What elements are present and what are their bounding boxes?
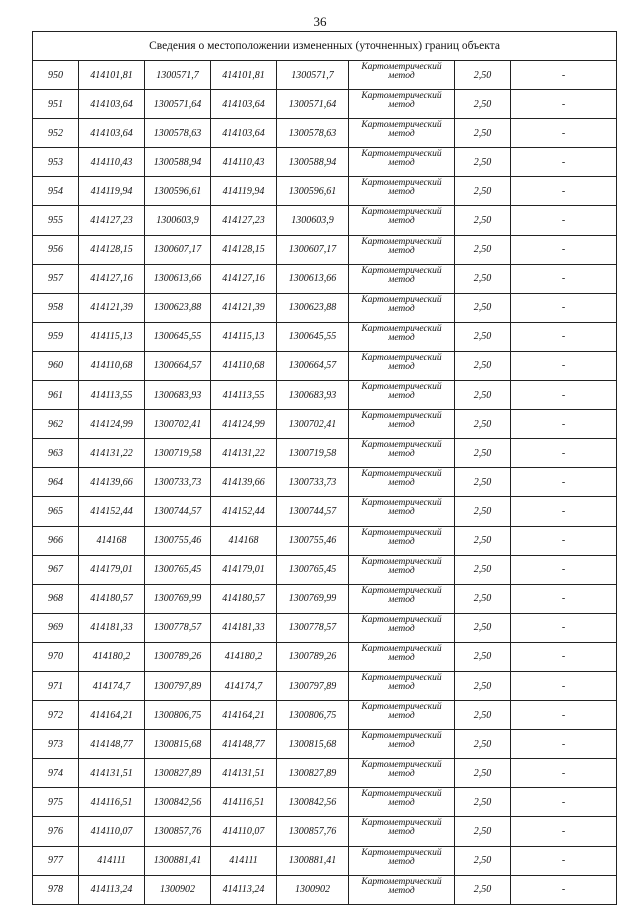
note-cell: - [511,875,617,904]
accuracy-cell: 2,50 [455,642,511,671]
existing-y-cell: 1300765,45 [145,555,211,584]
table-row [33,177,617,206]
refined-y-cell: 1300596,61 [277,177,349,206]
method-cell: Картометрический метод [349,497,455,526]
point-number-cell: 954 [33,177,79,206]
method-cell: Картометрический метод [349,730,455,759]
table-row [33,90,617,119]
refined-x-cell: 414131,51 [211,759,277,788]
refined-x-cell: 414152,44 [211,497,277,526]
method-cell: Картометрический метод [349,381,455,410]
point-number-cell: 972 [33,701,79,730]
table-row [33,671,617,700]
existing-y-cell: 1300827,89 [145,759,211,788]
table-row [33,730,617,759]
refined-y-cell: 1300789,26 [277,642,349,671]
point-number-cell: 971 [33,671,79,700]
table-row [33,322,617,351]
accuracy-cell: 2,50 [455,759,511,788]
refined-x-cell: 414115,13 [211,322,277,351]
existing-y-cell: 1300596,61 [145,177,211,206]
note-cell: - [511,264,617,293]
point-number-cell: 955 [33,206,79,235]
note-cell: - [511,642,617,671]
refined-x-cell: 414128,15 [211,235,277,264]
existing-x-cell: 414174,7 [79,671,145,700]
refined-x-cell: 414110,68 [211,351,277,380]
note-cell: - [511,759,617,788]
note-cell: - [511,177,617,206]
existing-y-cell: 1300571,7 [145,61,211,90]
existing-x-cell: 414110,07 [79,817,145,846]
existing-x-cell: 414124,99 [79,410,145,439]
note-cell: - [511,584,617,613]
refined-y-cell: 1300613,66 [277,264,349,293]
point-number-cell: 977 [33,846,79,875]
table-row [33,817,617,846]
existing-x-cell: 414113,24 [79,875,145,904]
note-cell: - [511,322,617,351]
method-cell: Картометрический метод [349,817,455,846]
existing-y-cell: 1300857,76 [145,817,211,846]
note-cell: - [511,148,617,177]
accuracy-cell: 2,50 [455,701,511,730]
existing-x-cell: 414148,77 [79,730,145,759]
existing-y-cell: 1300719,58 [145,439,211,468]
existing-y-cell: 1300902 [145,875,211,904]
point-number-cell: 956 [33,235,79,264]
refined-y-cell: 1300755,46 [277,526,349,555]
note-cell: - [511,526,617,555]
existing-y-cell: 1300744,57 [145,497,211,526]
existing-x-cell: 414131,22 [79,439,145,468]
existing-x-cell: 414116,51 [79,788,145,817]
refined-y-cell: 1300664,57 [277,351,349,380]
point-number-cell: 957 [33,264,79,293]
refined-x-cell: 414113,24 [211,875,277,904]
point-number-cell: 968 [33,584,79,613]
note-cell: - [511,613,617,642]
existing-y-cell: 1300755,46 [145,526,211,555]
existing-y-cell: 1300789,26 [145,642,211,671]
refined-y-cell: 1300902 [277,875,349,904]
accuracy-cell: 2,50 [455,817,511,846]
refined-y-cell: 1300827,89 [277,759,349,788]
table-row [33,555,617,584]
existing-y-cell: 1300769,99 [145,584,211,613]
existing-x-cell: 414101,81 [79,61,145,90]
method-cell: Картометрический метод [349,177,455,206]
table-row [33,235,617,264]
refined-x-cell: 414103,64 [211,90,277,119]
refined-y-cell: 1300733,73 [277,468,349,497]
table-title-row [33,32,617,61]
existing-y-cell: 1300571,64 [145,90,211,119]
refined-x-cell: 414127,23 [211,206,277,235]
note-cell: - [511,410,617,439]
accuracy-cell: 2,50 [455,410,511,439]
accuracy-cell: 2,50 [455,468,511,497]
note-cell: - [511,439,617,468]
existing-y-cell: 1300613,66 [145,264,211,293]
existing-x-cell: 414115,13 [79,322,145,351]
method-cell: Картометрический метод [349,90,455,119]
refined-y-cell: 1300778,57 [277,613,349,642]
point-number-cell: 974 [33,759,79,788]
method-cell: Картометрический метод [349,235,455,264]
refined-y-cell: 1300765,45 [277,555,349,584]
note-cell: - [511,381,617,410]
note-cell: - [511,555,617,584]
accuracy-cell: 2,50 [455,875,511,904]
refined-y-cell: 1300623,88 [277,293,349,322]
accuracy-cell: 2,50 [455,206,511,235]
existing-y-cell: 1300797,89 [145,671,211,700]
existing-x-cell: 414131,51 [79,759,145,788]
point-number-cell: 969 [33,613,79,642]
existing-y-cell: 1300778,57 [145,613,211,642]
accuracy-cell: 2,50 [455,381,511,410]
existing-y-cell: 1300607,17 [145,235,211,264]
method-cell: Картометрический метод [349,788,455,817]
refined-y-cell: 1300857,76 [277,817,349,846]
existing-y-cell: 1300645,55 [145,322,211,351]
table-row [33,61,617,90]
point-number-cell: 978 [33,875,79,904]
existing-x-cell: 414119,94 [79,177,145,206]
point-number-cell: 966 [33,526,79,555]
refined-x-cell: 414110,07 [211,817,277,846]
point-number-cell: 951 [33,90,79,119]
table-row [33,642,617,671]
existing-y-cell: 1300683,93 [145,381,211,410]
refined-x-cell: 414113,55 [211,381,277,410]
existing-x-cell: 414139,66 [79,468,145,497]
method-cell: Картометрический метод [349,846,455,875]
existing-x-cell: 414111 [79,846,145,875]
method-cell: Картометрический метод [349,701,455,730]
point-number-cell: 976 [33,817,79,846]
accuracy-cell: 2,50 [455,90,511,119]
point-number-cell: 960 [33,351,79,380]
refined-x-cell: 414174,7 [211,671,277,700]
refined-y-cell: 1300769,99 [277,584,349,613]
refined-y-cell: 1300702,41 [277,410,349,439]
point-number-cell: 965 [33,497,79,526]
point-number-cell: 964 [33,468,79,497]
existing-x-cell: 414103,64 [79,90,145,119]
method-cell: Картометрический метод [349,468,455,497]
refined-y-cell: 1300645,55 [277,322,349,351]
method-cell: Картометрический метод [349,439,455,468]
note-cell: - [511,817,617,846]
point-number-cell: 962 [33,410,79,439]
point-number-cell: 973 [33,730,79,759]
note-cell: - [511,206,617,235]
table-title: Сведения о местоположении измененных (уточненных) границ объекта [33,32,617,61]
accuracy-cell: 2,50 [455,671,511,700]
existing-y-cell: 1300842,56 [145,788,211,817]
existing-y-cell: 1300881,41 [145,846,211,875]
existing-x-cell: 414127,23 [79,206,145,235]
point-number-cell: 958 [33,293,79,322]
existing-x-cell: 414110,68 [79,351,145,380]
refined-y-cell: 1300744,57 [277,497,349,526]
table-row [33,497,617,526]
point-number-cell: 953 [33,148,79,177]
existing-x-cell: 414128,15 [79,235,145,264]
point-number-cell: 967 [33,555,79,584]
table-row [33,410,617,439]
refined-y-cell: 1300571,7 [277,61,349,90]
note-cell: - [511,351,617,380]
existing-y-cell: 1300806,75 [145,701,211,730]
note-cell: - [511,730,617,759]
method-cell: Картометрический метод [349,584,455,613]
note-cell: - [511,119,617,148]
note-cell: - [511,788,617,817]
page-number: 36 [313,14,327,29]
refined-y-cell: 1300815,68 [277,730,349,759]
refined-y-cell: 1300607,17 [277,235,349,264]
point-number-cell: 959 [33,322,79,351]
refined-x-cell: 414131,22 [211,439,277,468]
existing-x-cell: 414180,57 [79,584,145,613]
table-row [33,468,617,497]
accuracy-cell: 2,50 [455,235,511,264]
method-cell: Картометрический метод [349,410,455,439]
accuracy-cell: 2,50 [455,730,511,759]
table-row [33,526,617,555]
existing-x-cell: 414127,16 [79,264,145,293]
refined-x-cell: 414119,94 [211,177,277,206]
existing-x-cell: 414164,21 [79,701,145,730]
accuracy-cell: 2,50 [455,555,511,584]
accuracy-cell: 2,50 [455,293,511,322]
refined-x-cell: 414110,43 [211,148,277,177]
accuracy-cell: 2,50 [455,322,511,351]
accuracy-cell: 2,50 [455,148,511,177]
method-cell: Картометрический метод [349,613,455,642]
method-cell: Картометрический метод [349,351,455,380]
note-cell: - [511,846,617,875]
note-cell: - [511,61,617,90]
note-cell: - [511,235,617,264]
method-cell: Картометрический метод [349,293,455,322]
existing-y-cell: 1300815,68 [145,730,211,759]
point-number-cell: 975 [33,788,79,817]
refined-x-cell: 414111 [211,846,277,875]
accuracy-cell: 2,50 [455,846,511,875]
existing-y-cell: 1300733,73 [145,468,211,497]
refined-x-cell: 414148,77 [211,730,277,759]
boundary-points-table [32,31,617,905]
note-cell: - [511,293,617,322]
table-row [33,264,617,293]
method-cell: Картометрический метод [349,206,455,235]
refined-x-cell: 414164,21 [211,701,277,730]
point-number-cell: 952 [33,119,79,148]
existing-x-cell: 414179,01 [79,555,145,584]
accuracy-cell: 2,50 [455,264,511,293]
method-cell: Картометрический метод [349,875,455,904]
refined-x-cell: 414103,64 [211,119,277,148]
refined-y-cell: 1300797,89 [277,671,349,700]
method-cell: Картометрический метод [349,119,455,148]
note-cell: - [511,701,617,730]
existing-y-cell: 1300578,63 [145,119,211,148]
accuracy-cell: 2,50 [455,526,511,555]
existing-x-cell: 414168 [79,526,145,555]
accuracy-cell: 2,50 [455,61,511,90]
table-row [33,148,617,177]
point-number-cell: 950 [33,61,79,90]
refined-y-cell: 1300588,94 [277,148,349,177]
refined-x-cell: 414116,51 [211,788,277,817]
refined-x-cell: 414121,39 [211,293,277,322]
refined-x-cell: 414101,81 [211,61,277,90]
existing-x-cell: 414110,43 [79,148,145,177]
refined-y-cell: 1300571,64 [277,90,349,119]
accuracy-cell: 2,50 [455,119,511,148]
note-cell: - [511,468,617,497]
method-cell: Картометрический метод [349,264,455,293]
table-row [33,119,617,148]
method-cell: Картометрический метод [349,759,455,788]
refined-x-cell: 414168 [211,526,277,555]
method-cell: Картометрический метод [349,322,455,351]
refined-x-cell: 414180,57 [211,584,277,613]
method-cell: Картометрический метод [349,555,455,584]
refined-y-cell: 1300881,41 [277,846,349,875]
table-row [33,759,617,788]
table-row [33,584,617,613]
point-number-cell: 970 [33,642,79,671]
accuracy-cell: 2,50 [455,439,511,468]
method-cell: Картометрический метод [349,148,455,177]
existing-x-cell: 414121,39 [79,293,145,322]
existing-y-cell: 1300664,57 [145,351,211,380]
table-row [33,439,617,468]
existing-y-cell: 1300702,41 [145,410,211,439]
table-row [33,293,617,322]
accuracy-cell: 2,50 [455,351,511,380]
refined-y-cell: 1300719,58 [277,439,349,468]
method-cell: Картометрический метод [349,671,455,700]
table-row [33,613,617,642]
existing-x-cell: 414103,64 [79,119,145,148]
note-cell: - [511,90,617,119]
note-cell: - [511,671,617,700]
existing-x-cell: 414113,55 [79,381,145,410]
accuracy-cell: 2,50 [455,788,511,817]
table-row [33,381,617,410]
accuracy-cell: 2,50 [455,177,511,206]
existing-x-cell: 414152,44 [79,497,145,526]
table-row [33,788,617,817]
accuracy-cell: 2,50 [455,584,511,613]
refined-x-cell: 414127,16 [211,264,277,293]
table-row [33,875,617,904]
refined-x-cell: 414180,2 [211,642,277,671]
accuracy-cell: 2,50 [455,497,511,526]
table-row [33,846,617,875]
refined-y-cell: 1300603,9 [277,206,349,235]
accuracy-cell: 2,50 [455,613,511,642]
refined-y-cell: 1300683,93 [277,381,349,410]
method-cell: Картометрический метод [349,526,455,555]
existing-y-cell: 1300588,94 [145,148,211,177]
method-cell: Картометрический метод [349,642,455,671]
existing-x-cell: 414180,2 [79,642,145,671]
note-cell: - [511,497,617,526]
refined-x-cell: 414179,01 [211,555,277,584]
table-row [33,701,617,730]
refined-x-cell: 414124,99 [211,410,277,439]
refined-x-cell: 414181,33 [211,613,277,642]
existing-y-cell: 1300603,9 [145,206,211,235]
point-number-cell: 961 [33,381,79,410]
point-number-cell: 963 [33,439,79,468]
table-row [33,351,617,380]
existing-x-cell: 414181,33 [79,613,145,642]
method-cell: Картометрический метод [349,61,455,90]
table-row [33,206,617,235]
refined-y-cell: 1300842,56 [277,788,349,817]
refined-x-cell: 414139,66 [211,468,277,497]
existing-y-cell: 1300623,88 [145,293,211,322]
refined-y-cell: 1300578,63 [277,119,349,148]
refined-y-cell: 1300806,75 [277,701,349,730]
